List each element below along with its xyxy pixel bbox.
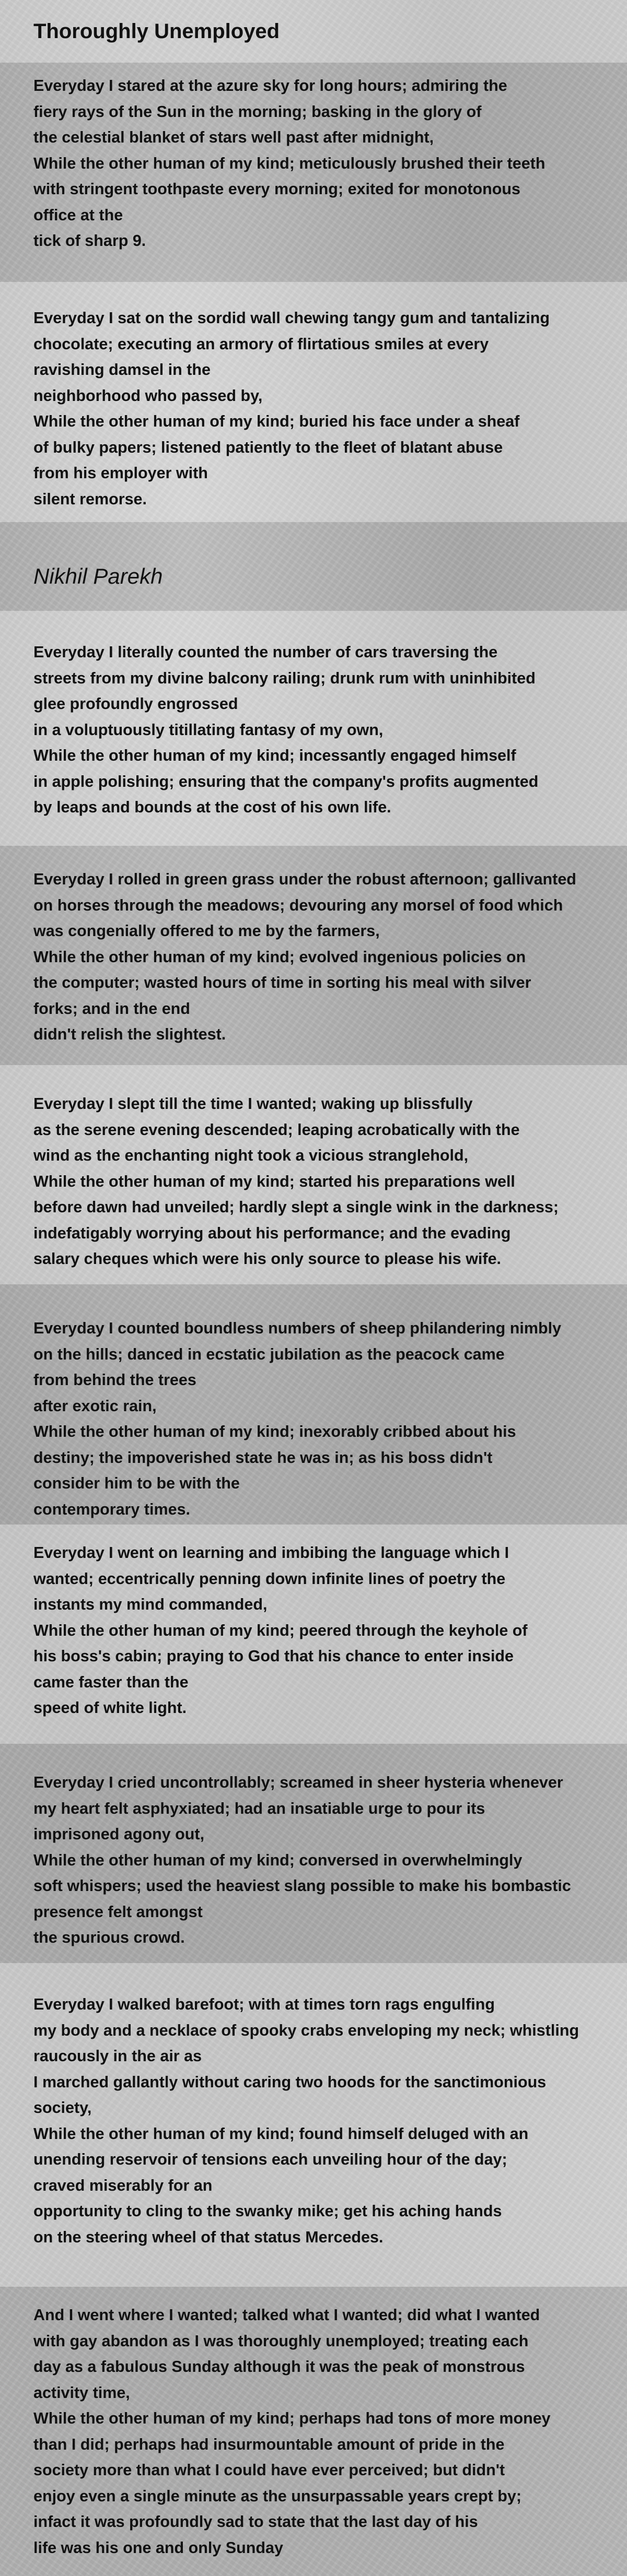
poem-author: Nikhil Parekh [33,564,163,588]
stanza-7: Everyday I went on learning and imbibing the language which I wanted; eccentrically penning down infinite lines of poetry the instants my mind commanded, While the other human of my kind; peered through the keyhole of his boss's cabin; praying to God that his chance to enter inside came faster than the speed of white light. [33,1544,528,1717]
stanza-6: Everyday I counted boundless numbers of sheep philandering nimbly on the hills; danced in ecstatic jubilation as the peacock came from behind the trees after exotic rain, While the other human of my kind; inexorably cribbed about his destiny; the impoverished state he was in; as his boss didn't consider him to be with the contemporary times. [33,1319,562,1518]
stanza-5: Everyday I slept till the time I wanted; waking up blissfully as the serene evening descended; leaping acrobatically with the wind as the enchanting night took a vicious stranglehold, While the other human of my kind; started his preparations well before dawn had unveiled; hardly slept a single wink in the darkness; indefatigably worrying about his performance; and the evading salary cheques which were his only source to please his wife. [33,1095,559,1268]
stanza-1: Everyday I stared at the azure sky for long hours; admiring the fiery rays of the Sun in the morning; basking in the glory of the celestial blanket of stars well past after midnight, While the other human of my kind; meticulously brushed their teeth with stringent toothpaste every morning; exited for monotonous office at the tick of sharp 9. [33,77,545,250]
stanza-4: Everyday I rolled in green grass under the robust afternoon; gallivanted on horses through the meadows; devouring any morsel of food which was congenially offered to me by the farmers, While the other human of my kind; evolved ingenious policies on the computer; wasted hours of time in sorting his meal with silver forks; and in the end didn't relish the slightest. [33,870,576,1043]
stanza-8: Everyday I cried uncontrollably; screamed in sheer hysteria whenever my heart felt asphyxiated; had an insatiable urge to pour its imprisoned agony out, While the other human of my kind; conversed in overwhelmingly soft whispers; used the heaviest slang possible to make his bombastic presence felt amongst the spurious crowd. [33,1774,571,1946]
stanza-9: Everyday I walked barefoot; with at times torn rags engulfing my body and a necklace of spooky crabs enveloping my neck; whistling raucously in the air as I marched gallantly without caring two hoods for the sanctimonious society, While the other human of my kind; found himself deluged with an unending reservoir of tensions each unveiling hour of the day; craved miserably for an opportunity to cling to the swanky mike; get his aching hands on the steering wheel of that status Mercedes. [33,1995,579,2246]
stanza-10: And I went where I wanted; talked what I wanted; did what I wanted with gay abandon as I was thoroughly unemployed; treating each day as a fabulous Sunday although it was the peak of monstrous activity time, While the other human of my kind; perhaps had tons of more money than I did; perhaps had insurmountable amount of pride in the society more than what I could have ever perceived; but didn't enjoy even a single minute as the unsurpassable years crept by; infact it was profoundly sad to state that the last day of his life was his one and only Sunday [33,2306,551,2557]
stanza-3: Everyday I literally counted the number of cars traversing the streets from my divine balcony railing; drunk rum with uninhibited glee profoundly engrossed in a voluptuously titillating fantasy of my own, While the other human of my kind; incessantly engaged himself in apple polishing; ensuring that the company's profits augmented by leaps and bounds at the cost of his own life. [33,643,539,816]
poem-title: Thoroughly Unemployed [33,20,280,43]
stanza-2: Everyday I sat on the sordid wall chewing tangy gum and tantalizing chocolate; executing an armory of flirtatious smiles at every ravishing damsel in the neighborhood who passed by, While the other human of my kind; buried his face under a sheaf of bulky papers; listened patiently to the fleet of blatant abuse from his employer with silent remorse. [33,309,550,508]
